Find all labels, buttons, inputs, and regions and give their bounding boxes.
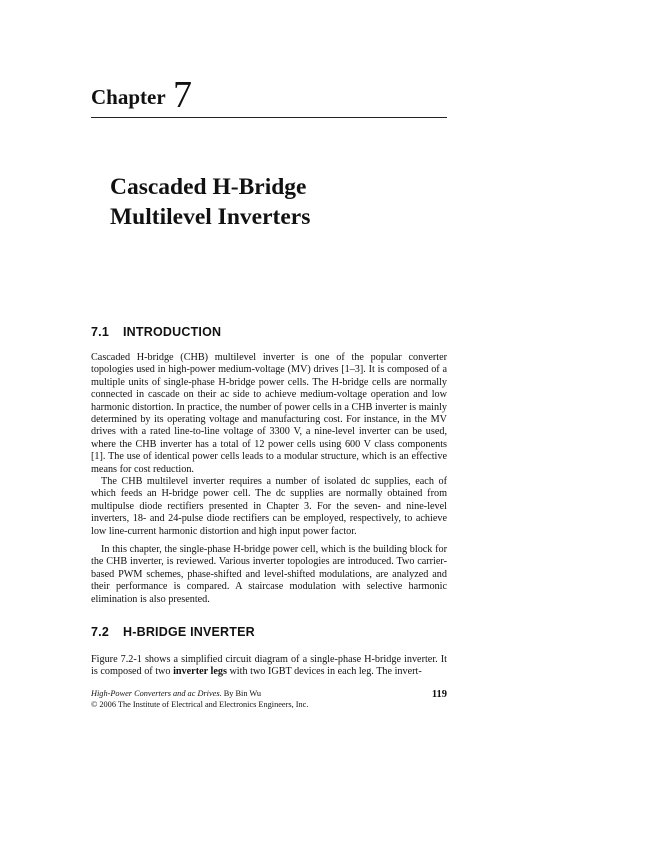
h-bridge-paragraph — [91, 654, 447, 679]
chapter-number: 7 — [173, 74, 192, 116]
section-heading-h-bridge-inverter — [91, 625, 255, 639]
section-number: 7.2 — [91, 625, 109, 639]
paragraph-text: with two IGBT devices in each leg. The invert- — [226, 666, 422, 678]
chapter-title — [110, 172, 440, 232]
intro-paragraph-2: The CHB multilevel inverter requires a number of isolated dc supplies, each of which feeds an H-bridge power cell. The dc supplies are normally obtained from multipulse diode rectifiers presented in Chapter 3. For the seven- and nine-level inverters, 18- and 24-pulse diode rectifiers can be employed, respectively, to achieve low line-current harmonic distortion and high input power factor. — [91, 476, 447, 537]
page-number: 119 — [431, 689, 447, 700]
page-footer — [91, 689, 391, 711]
section-title: INTRODUCTION — [123, 325, 222, 339]
section-title: H-BRIDGE INVERTER — [123, 625, 255, 639]
chapter-label: Chapter — [91, 85, 166, 109]
book-author: By Bin Wu — [221, 689, 262, 698]
footer-copyright: © 2006 The Institute of Electrical and Electronics Engineers, Inc. — [91, 699, 309, 709]
paragraph-text: Figure 7.2-1 shows a simplified circuit diagram of a single-phase H-bridge inverter. It is composed of two — [91, 654, 447, 678]
book-title: High-Power Converters and ac Drives. — [91, 689, 222, 698]
section-heading-introduction — [91, 325, 221, 339]
section-number: 7.1 — [91, 325, 109, 339]
footer-citation — [91, 689, 391, 700]
chapter-title-line-1: Cascaded H-Bridge — [110, 174, 307, 200]
bold-term-inverter-legs: inverter legs — [173, 666, 227, 678]
intro-paragraph-1: Cascaded H-bridge (CHB) multilevel inverter is one of the popular converter topologies used in high-power medium-voltage (MV) drives [1–3]. It is composed of a multiple units of single-phase H-bridge power cells. The H-bridge cells are normally connected in cascade on their ac side to achieve medium-voltage operation and low harmonic distortion. In practice, the number of power cells in a CHB inverter is mainly determined by its operating voltage and manufacturing cost. For instance, in the MV drives with a rated line-to-line voltage of 3300 V, a nine-level inverter can be used, where the CHB inverter has a total of 12 power cells using 600 V class components [1]. The use of identical power cells leads to a modular structure, which is an effective means for cost reduction. — [91, 352, 447, 475]
chapter-title-line-2: Multilevel Inverters — [110, 204, 311, 230]
chapter-heading — [91, 74, 447, 116]
intro-paragraph-3: In this chapter, the single-phase H-bridge power cell, which is the building block for the CHB inverter, is reviewed. Various inverter topologies are introduced. Two carrier-based PWM schemes, phase-shifted and level-shifted modulations, are analyzed and their performance is compared. A staircase modulation with selective harmonic elimination is also presented. — [91, 544, 447, 605]
chapter-rule — [91, 117, 447, 118]
